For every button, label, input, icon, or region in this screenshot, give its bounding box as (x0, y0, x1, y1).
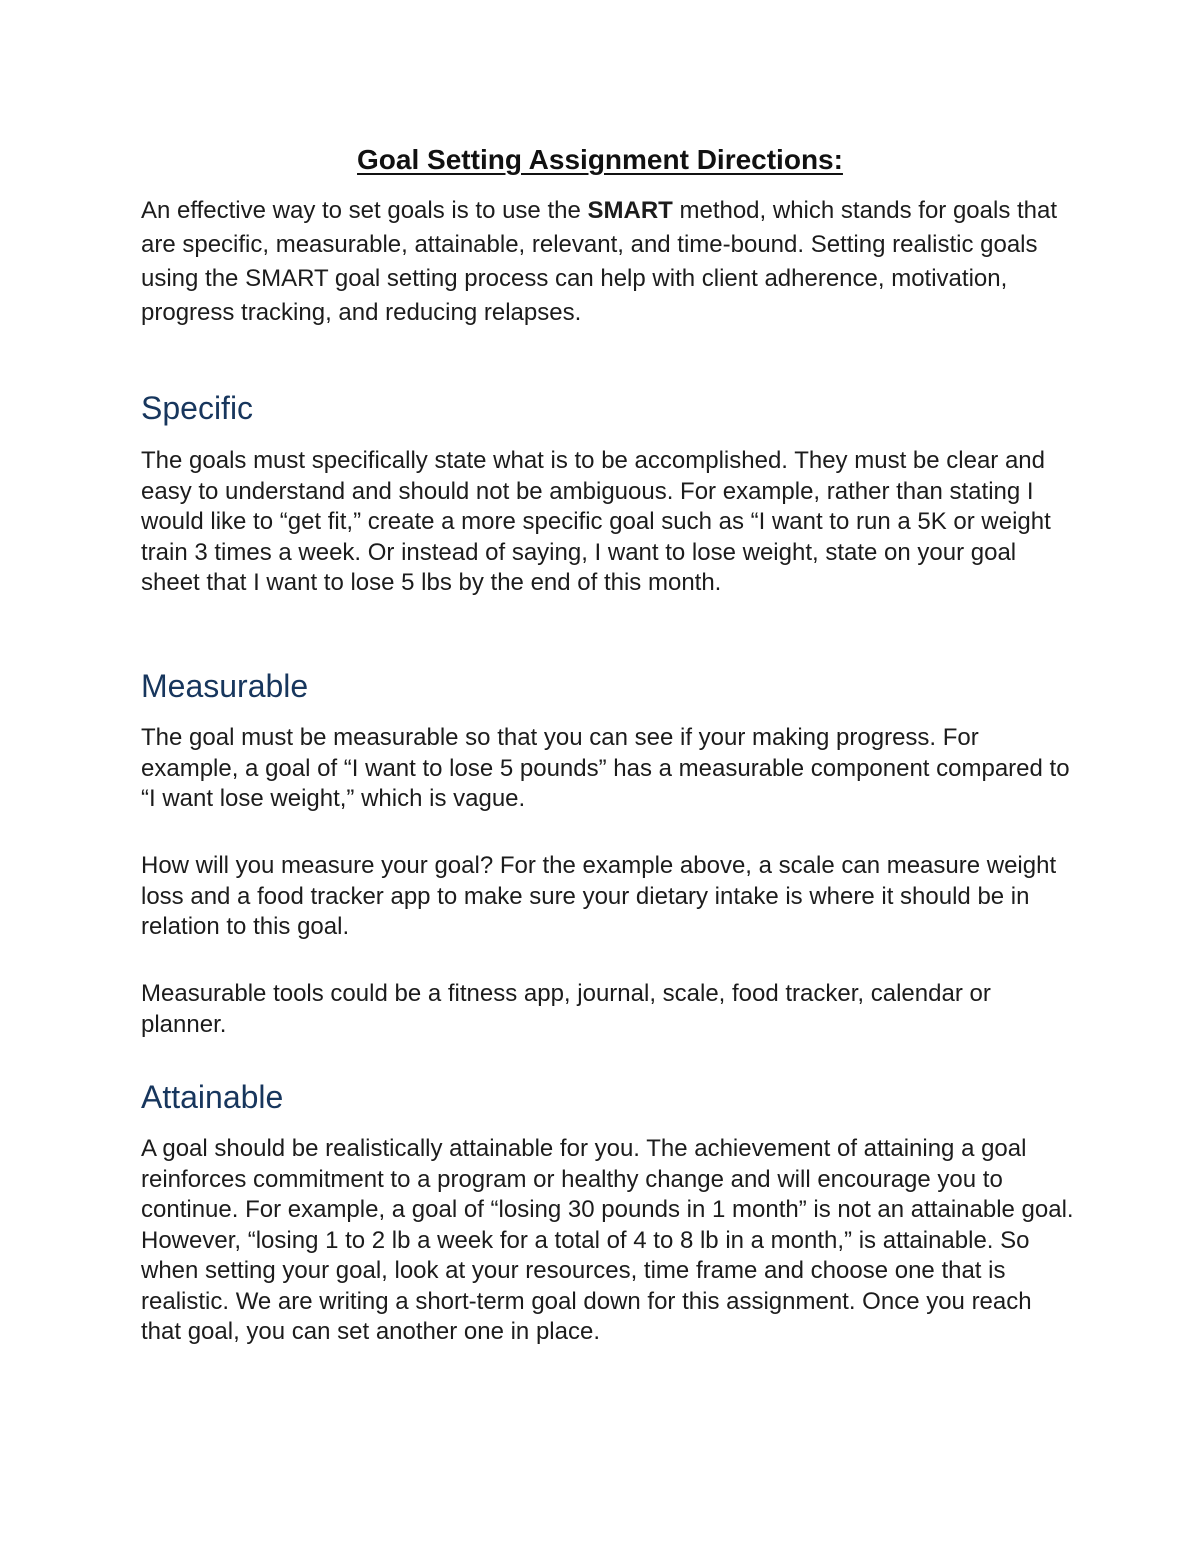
specific-paragraph: The goals must specifically state what is to be accomplished. They must be clear and easy to understand and should not be ambiguous. For example, rather than stating I would like to “get fit,” create a more specific goal such as “I want to run a 5K or weight train 3 times a week. Or instead of saying, I want to lose weight, state on your goal sheet that I want to lose 5 lbs by the end of this month. (141, 447, 1051, 596)
measurable-paragraph-3: Measurable tools could be a fitness app, journal, scale, food tracker, calendar or planner. (141, 980, 991, 1038)
intro-text-start: An effective way to set goals is to use the (141, 197, 588, 224)
measurable-paragraph-1: The goal must be measurable so that you can see if your making progress. For example, a goal of “I want to lose 5 pounds” has a measurable component compared to “I want lose weight,” which is vague. (141, 724, 1070, 812)
attainable-paragraph: A goal should be realistically attainable for you. The achievement of attaining a goal reinforces commitment to a program or healthy change and will encourage you to continue. For example, a goal of “losing 30 pounds in 1 month” is not an attainable goal. However, “losing 1 to 2 lb a week for a total of 4 to 8 lb in a month,” is attainable. So when setting your goal, look at your resources, time frame and choose one that is realistic. We are writing a short-term goal down for this assignment. Once you reach that goal, you can set another one in place. (141, 1135, 1074, 1345)
page-title: Goal Setting Assignment Directions: (357, 144, 843, 175)
measurable-paragraph-2: How will you measure your goal? For the example above, a scale can measure weight loss and a food tracker app to make sure your dietary intake is where it should be in relation to this goal. (141, 852, 1057, 940)
intro-text-end: method, which stands for goals that are specific, measurable, attainable, relevant, and time-bound. Setting realistic goals using the SMART goal setting process can help with client adherence, motivation, progress tracking, and reducing relapses. (141, 197, 1058, 326)
smart-emphasis: SMART (587, 197, 673, 224)
heading-attainable: Attainable (141, 1079, 284, 1115)
heading-measurable: Measurable (141, 668, 309, 704)
heading-specific: Specific (141, 390, 254, 426)
intro-paragraph (141, 194, 1076, 330)
